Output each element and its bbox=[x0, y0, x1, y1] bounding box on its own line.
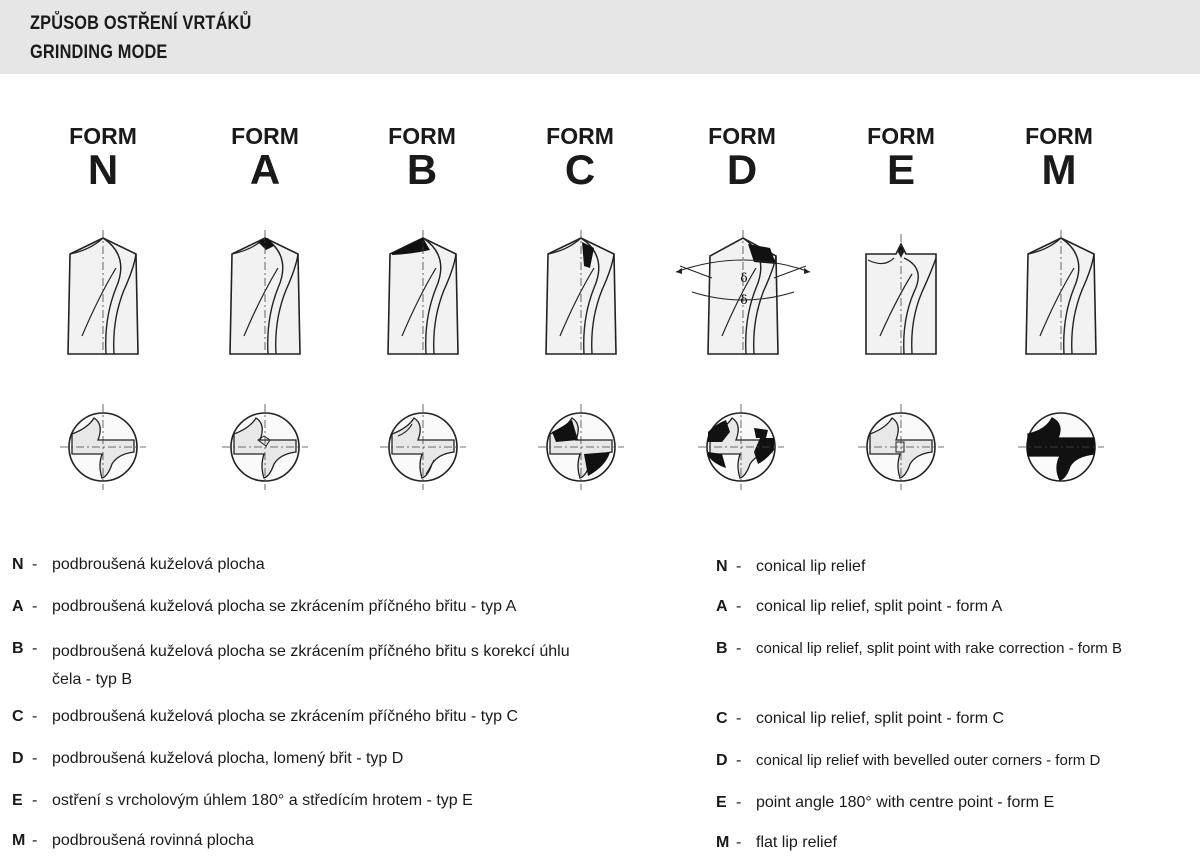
form-label-n bbox=[38, 124, 168, 192]
legend-item bbox=[12, 596, 612, 618]
form-label-d bbox=[677, 124, 807, 192]
cross-section-m bbox=[1016, 402, 1106, 492]
form-word: FORM bbox=[388, 123, 456, 149]
legend-item bbox=[716, 832, 1200, 854]
drill-side-view-n bbox=[60, 228, 146, 358]
legend-text: podbroušená kuželová plocha se zkrácením příčného břitu - typ A bbox=[52, 598, 517, 615]
form-word: FORM bbox=[231, 123, 299, 149]
form-word: FORM bbox=[546, 123, 614, 149]
legend-dash: - bbox=[736, 794, 742, 811]
legend-item bbox=[12, 638, 582, 694]
legend-text: podbroušená kuželová plocha, lomený břit - typ D bbox=[52, 750, 404, 767]
legend-text: flat lip relief bbox=[756, 834, 837, 851]
legend-code: A bbox=[12, 598, 24, 615]
form-letter: M bbox=[1041, 146, 1077, 193]
legend-code: C bbox=[716, 710, 728, 727]
legend-code: M bbox=[12, 832, 26, 849]
form-letter: N bbox=[87, 146, 119, 193]
legend-code: A bbox=[716, 598, 728, 615]
cross-section-n bbox=[58, 402, 148, 492]
legend-text: podbroušená kuželová plocha se zkrácením příčného břitu s korekcí úhlu čela - typ B bbox=[52, 643, 570, 688]
legend-item bbox=[716, 638, 1196, 660]
legend-dash: - bbox=[736, 834, 742, 851]
cross-section-c bbox=[536, 402, 626, 492]
legend-code: N bbox=[12, 556, 24, 573]
cross-section-a bbox=[220, 402, 310, 492]
form-letter: C bbox=[564, 146, 596, 193]
drill-side-view-e bbox=[858, 228, 944, 358]
legend-item bbox=[716, 556, 1200, 578]
legend-dash: - bbox=[32, 792, 38, 809]
legend-text: conical lip relief, split point - form A bbox=[756, 598, 1003, 615]
legend-item bbox=[12, 830, 612, 852]
legend-dash: - bbox=[736, 598, 742, 615]
form-label-c bbox=[515, 124, 645, 192]
cross-section-e bbox=[856, 402, 946, 492]
legend-text: podbroušená kuželová plocha se zkrácením příčného břitu - typ C bbox=[52, 708, 519, 725]
legend-dash: - bbox=[736, 710, 742, 727]
legend-code: E bbox=[12, 792, 23, 809]
legend-text: conical lip relief, split point - form C bbox=[756, 710, 1005, 727]
angle-symbol-upper: δ bbox=[740, 271, 748, 285]
legend-code: D bbox=[12, 750, 24, 767]
legend-dash: - bbox=[736, 558, 742, 575]
legend-text: podbroušená kuželová plocha bbox=[52, 556, 265, 573]
legend-dash: - bbox=[32, 750, 38, 767]
legend-text: point angle 180° with centre point - form E bbox=[756, 794, 1055, 811]
form-word: FORM bbox=[1025, 123, 1093, 149]
title-english: GRINDING MODE bbox=[30, 42, 168, 63]
form-label-m bbox=[994, 124, 1124, 192]
form-label-a bbox=[200, 124, 330, 192]
legend-dash: - bbox=[32, 598, 38, 615]
legend-dash: - bbox=[736, 640, 742, 657]
legend-code: E bbox=[716, 794, 727, 811]
form-letter: E bbox=[886, 146, 915, 193]
cross-section-d bbox=[696, 402, 786, 492]
legend-item bbox=[716, 596, 1200, 618]
header-band bbox=[0, 0, 1200, 74]
legend-text: conical lip relief with bevelled outer corners - form D bbox=[756, 752, 1101, 769]
legend-code: N bbox=[716, 558, 728, 575]
legend-text: ostření s vrcholovým úhlem 180° a středícím hrotem - typ E bbox=[52, 792, 473, 809]
form-letter: B bbox=[406, 146, 438, 193]
legend-dash: - bbox=[32, 832, 38, 849]
legend-item bbox=[12, 748, 612, 770]
drill-side-view-d bbox=[672, 228, 814, 358]
legend-dash: - bbox=[32, 640, 38, 657]
legend-item bbox=[716, 750, 1196, 772]
title-czech: ZPŮSOB OSTŘENÍ VRTÁKŮ bbox=[30, 13, 252, 34]
legend-code: B bbox=[716, 640, 728, 657]
legend-code: C bbox=[12, 708, 24, 725]
drill-side-view-m bbox=[1018, 228, 1104, 358]
drill-side-view-b bbox=[380, 228, 466, 358]
legend-dash: - bbox=[32, 556, 38, 573]
legend-item bbox=[12, 706, 612, 728]
legend-item bbox=[12, 790, 612, 812]
drill-side-view-a bbox=[222, 228, 308, 358]
legend-text: conical lip relief bbox=[756, 558, 866, 575]
legend-dash: - bbox=[32, 708, 38, 725]
angle-symbol-lower: δ bbox=[740, 293, 748, 307]
form-letter: D bbox=[726, 146, 758, 193]
legend-item bbox=[716, 708, 1200, 730]
legend-item bbox=[12, 554, 612, 576]
legend-dash: - bbox=[736, 752, 742, 769]
legend-code: B bbox=[12, 640, 24, 657]
form-word: FORM bbox=[69, 123, 137, 149]
legend-code: M bbox=[716, 834, 730, 851]
form-word: FORM bbox=[867, 123, 935, 149]
cross-section-b bbox=[378, 402, 468, 492]
form-label-b bbox=[357, 124, 487, 192]
drill-side-view-c bbox=[538, 228, 624, 358]
legend-text: podbroušená rovinná plocha bbox=[52, 832, 254, 849]
legend-item bbox=[716, 792, 1200, 814]
legend-text: conical lip relief, split point with rake correction - form B bbox=[756, 640, 1122, 657]
form-word: FORM bbox=[708, 123, 776, 149]
form-letter: A bbox=[249, 146, 281, 193]
form-label-e bbox=[836, 124, 966, 192]
legend-code: D bbox=[716, 752, 728, 769]
